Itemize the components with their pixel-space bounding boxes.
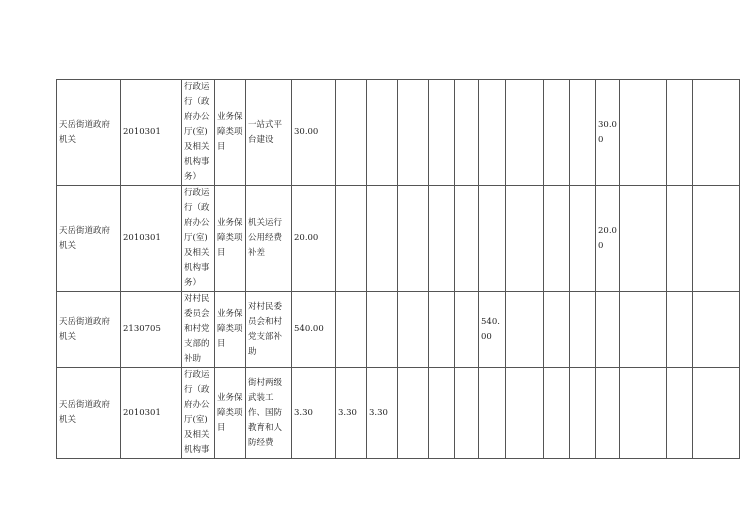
- amount-cell: [620, 368, 667, 459]
- table-row: [57, 186, 740, 292]
- total-amount-cell: 20.00: [292, 186, 336, 292]
- unit-cell: 天岳街道政府机关: [57, 186, 121, 292]
- amount-cell: [570, 80, 596, 186]
- amount-cell: 20.00: [596, 186, 620, 292]
- function-code-cell: 2010301: [121, 368, 182, 459]
- amount-cell: 3.30: [367, 368, 398, 459]
- amount-cell: [693, 186, 740, 292]
- amount-cell: 30.00: [596, 80, 620, 186]
- amount-cell: [455, 292, 479, 368]
- amount-cell: [336, 80, 367, 186]
- amount-cell: [398, 368, 429, 459]
- amount-cell: [596, 292, 620, 368]
- amount-cell: [429, 368, 455, 459]
- amount-cell: [429, 80, 455, 186]
- table-row: [57, 292, 740, 368]
- amount-cell: [693, 368, 740, 459]
- function-code-cell: 2010301: [121, 80, 182, 186]
- amount-cell: [596, 368, 620, 459]
- amount-cell: [544, 292, 570, 368]
- amount-cell: [455, 186, 479, 292]
- amount-cell: [429, 186, 455, 292]
- amount-cell: [479, 186, 506, 292]
- amount-cell: [667, 292, 693, 368]
- amount-cell: [667, 368, 693, 459]
- amount-cell: 3.30: [336, 368, 367, 459]
- amount-cell: [544, 368, 570, 459]
- category-cell: 业务保障类项目: [215, 368, 246, 459]
- amount-cell: [570, 368, 596, 459]
- table-row: [57, 368, 740, 459]
- amount-cell: [544, 186, 570, 292]
- amount-cell: [620, 80, 667, 186]
- amount-cell: [398, 292, 429, 368]
- amount-cell: [667, 186, 693, 292]
- amount-cell: [429, 292, 455, 368]
- amount-cell: [367, 80, 398, 186]
- function-name-cell: 对村民委员会和村党支部的补助: [182, 292, 215, 368]
- function-code-cell: 2130705: [121, 292, 182, 368]
- amount-cell: [693, 292, 740, 368]
- unit-cell: 天岳街道政府机关: [57, 80, 121, 186]
- budget-table: [56, 79, 740, 459]
- amount-cell: [570, 186, 596, 292]
- function-name-cell: 行政运行（政府办公厅(室)及相关机构事: [182, 368, 215, 459]
- unit-cell: 天岳街道政府机关: [57, 292, 121, 368]
- category-cell: 业务保障类项目: [215, 186, 246, 292]
- amount-cell: [367, 292, 398, 368]
- amount-cell: [455, 368, 479, 459]
- amount-cell: [506, 368, 544, 459]
- amount-cell: [620, 292, 667, 368]
- total-amount-cell: 3.30: [292, 368, 336, 459]
- amount-cell: [570, 292, 596, 368]
- project-cell: 一站式平台建设: [246, 80, 292, 186]
- category-cell: 业务保障类项目: [215, 80, 246, 186]
- unit-cell: 天岳街道政府机关: [57, 368, 121, 459]
- project-cell: 机关运行公用经费补差: [246, 186, 292, 292]
- project-cell: 对村民委员会和村党支部补助: [246, 292, 292, 368]
- amount-cell: [479, 80, 506, 186]
- amount-cell: [544, 80, 570, 186]
- function-name-cell: 行政运行（政府办公厅(室)及相关机构事务）: [182, 80, 215, 186]
- amount-cell: [336, 292, 367, 368]
- amount-cell: [479, 368, 506, 459]
- amount-cell: [455, 80, 479, 186]
- category-cell: 业务保障类项目: [215, 292, 246, 368]
- amount-cell: [398, 80, 429, 186]
- amount-cell: [506, 80, 544, 186]
- amount-cell: [336, 186, 367, 292]
- project-cell: 街村两级武装工作、国防教育和人防经费: [246, 368, 292, 459]
- amount-cell: [620, 186, 667, 292]
- total-amount-cell: 540.00: [292, 292, 336, 368]
- amount-cell: [693, 80, 740, 186]
- amount-cell: [506, 186, 544, 292]
- amount-cell: [398, 186, 429, 292]
- function-name-cell: 行政运行（政府办公厅(室)及相关机构事务）: [182, 186, 215, 292]
- amount-cell: [367, 186, 398, 292]
- total-amount-cell: 30.00: [292, 80, 336, 186]
- amount-cell: [667, 80, 693, 186]
- function-code-cell: 2010301: [121, 186, 182, 292]
- table-row: [57, 80, 740, 186]
- amount-cell: 540.00: [479, 292, 506, 368]
- amount-cell: [506, 292, 544, 368]
